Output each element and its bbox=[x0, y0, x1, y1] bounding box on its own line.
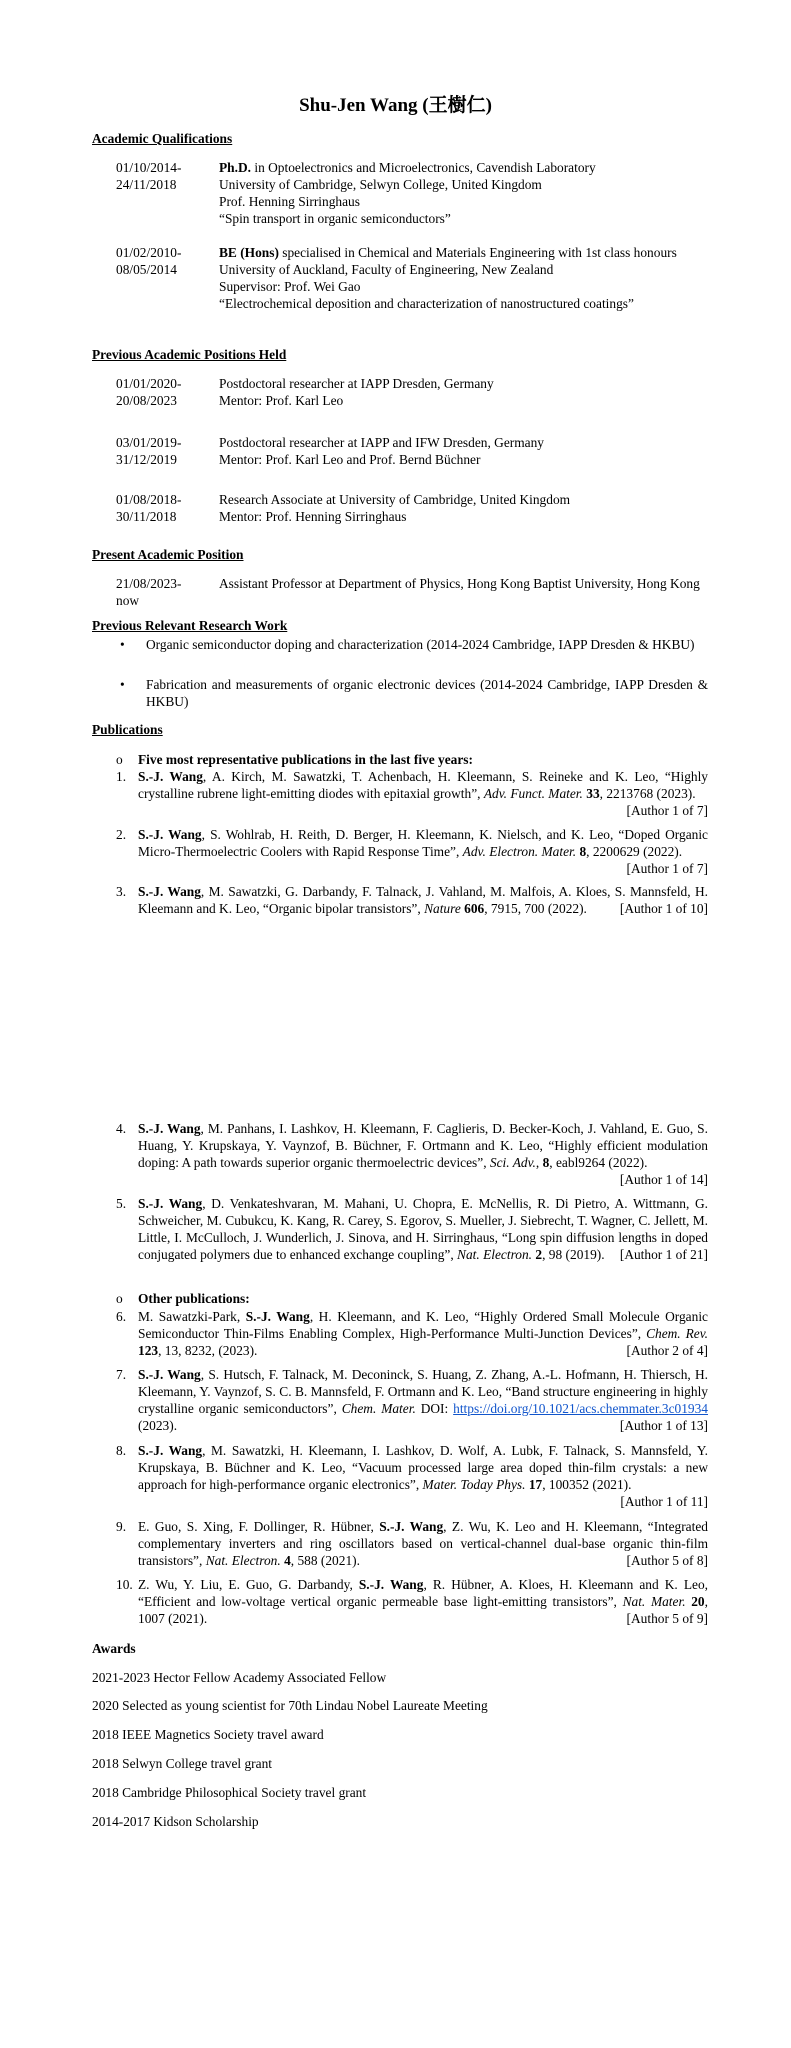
qualification-date: 01/10/2014- 24/11/2018 bbox=[116, 160, 182, 192]
publication-item: 4. S.-J. Wang, M. Panhans, I. Lashkov, H. Kleemann, F. Caglieris, D. Becker-Koch, J. Vahland, E. Guo, S. Huang, Y. Krupskaya, Y. Vaynzof, B. Büchner, F. Ortmann and K. Leo, “Highly efficient modulation doping: A path towards superior organic thermoelectric devices”, Sci. Adv., 8, eabl9264 (2022). [Author 1 of 14] bbox=[116, 1121, 708, 1187]
award-item: 2021-2023 Hector Fellow Academy Associated Fellow bbox=[92, 1670, 387, 1685]
publication-item: 10. Z. Wu, Y. Liu, E. Guo, G. Darbandy, S.-J. Wang, R. Hübner, A. Kloes, H. Kleemann and K. Leo, “Efficient and low-voltage vertical organic permeable base light-emitting transistors”, Nat. Mater. 20, 1007 (2021). [Author 5 of 9] bbox=[116, 1577, 708, 1626]
position-date: 03/01/2019- 31/12/2019 bbox=[116, 435, 182, 467]
present-position-date: 21/08/2023- now bbox=[116, 576, 182, 608]
previous-positions-heading: Previous Academic Positions Held bbox=[92, 347, 287, 362]
publication-item: 2. S.-J. Wang, S. Wohlrab, H. Reith, D. Berger, H. Kleemann, K. Nielsch, and K. Leo, “Doped Organic Micro-Thermoelectric Coolers with Rapid Response Time”, Adv. Electron. Mater. 8, 2200629 (2022). [Author 1 of 7] bbox=[116, 827, 708, 876]
present-position-entry bbox=[116, 575, 708, 608]
position-details: Postdoctoral researcher at IAPP Dresden, Germany Mentor: Prof. Karl Leo bbox=[219, 376, 494, 408]
author-position-tag: [Author 5 of 8] bbox=[626, 1553, 708, 1568]
award-item: 2020 Selected as young scientist for 70th Lindau Nobel Laureate Meeting bbox=[92, 1698, 488, 1713]
author-position-tag: [Author 1 of 7] bbox=[626, 861, 708, 876]
position-date: 01/08/2018- 30/11/2018 bbox=[116, 492, 182, 524]
author-position-tag: [Author 1 of 7] bbox=[626, 803, 708, 818]
bullet-icon: • bbox=[120, 637, 125, 652]
position-details: Postdoctoral researcher at IAPP and IFW Dresden, Germany Mentor: Prof. Karl Leo and Prof. Bernd Büchner bbox=[219, 435, 544, 467]
award-item: 2018 Cambridge Philosophical Society travel grant bbox=[92, 1785, 367, 1800]
other-publications-heading: o Other publications: bbox=[116, 1291, 250, 1306]
award-item: 2018 IEEE Magnetics Society travel award bbox=[92, 1727, 324, 1742]
publications-heading: Publications bbox=[92, 722, 163, 737]
author-position-tag: [Author 1 of 10] bbox=[619, 901, 708, 916]
circle-bullet-icon: o bbox=[116, 1291, 123, 1306]
present-position-details: Assistant Professor at Department of Physics, Hong Kong Baptist University, Hong Kong bbox=[219, 576, 700, 591]
research-item: • Fabrication and measurements of organic electronic devices (2014-2024 Cambridge, IAPP Dresden & HKBU) bbox=[120, 677, 708, 709]
author-position-tag: [Author 1 of 13] bbox=[619, 1418, 708, 1433]
page-title: Shu-Jen Wang (王樹仁) bbox=[299, 95, 492, 116]
position-entry bbox=[116, 375, 708, 409]
present-position-heading: Present Academic Position bbox=[92, 547, 244, 562]
qualifications-heading: Academic Qualifications bbox=[92, 131, 233, 146]
research-heading: Previous Relevant Research Work bbox=[92, 618, 288, 633]
bullet-icon: • bbox=[120, 677, 125, 692]
awards-heading: Awards bbox=[92, 1641, 136, 1656]
representative-publications-heading: o Five most representative publications in the last five years: bbox=[116, 752, 473, 767]
publication-item: 3. S.-J. Wang, M. Sawatzki, G. Darbandy, F. Talnack, J. Vahland, M. Malfois, A. Kloes, S. Mannsfeld, H. Kleemann and K. Leo, “Organic bipolar transistors”, Nature 606, 7915, 700 (2022). [Author 1 of 10] bbox=[116, 884, 708, 916]
qualification-entry bbox=[116, 244, 708, 312]
qualification-entry bbox=[116, 159, 708, 227]
publication-item: 8. S.-J. Wang, M. Sawatzki, H. Kleemann, I. Lashkov, D. Wolf, A. Lubk, F. Talnack, S. Mannsfeld, Y. Krupskaya, B. Büchner and K. Leo, “Vacuum processed large area doped thin-film crystals: a new approach for high-performance organic electronics”, Mater. Today Phys. 17, 100352 (2021). [Author 1 of 11] bbox=[116, 1443, 708, 1509]
position-entry bbox=[116, 491, 708, 525]
award-item: 2018 Selwyn College travel grant bbox=[92, 1756, 272, 1771]
qualification-details: BE (Hons) specialised in Chemical and Materials Engineering with 1st class honours University of Auckland, Faculty of Engineering, New Zealand Supervisor: Prof. Wei Gao “Electrochemical deposition and characterization of nanostructured coatings” bbox=[219, 245, 677, 311]
publication-item: 5. S.-J. Wang, D. Venkateshvaran, M. Mahani, U. Chopra, E. McNellis, R. Di Pietro, A. Wittmann, G. Schweicher, M. Cubukcu, K. Kang, R. Carey, S. Egorov, S. Mueller, J. Siebrecht, T. Wagner, C. Jellett, M. Little, I. McCulloch, J. Wunderlich, J. Sinova, and H. Sirringhaus, “Long spin diffusion lengths in doped conjugated polymers due to enhanced exchange coupling”, Nat. Electron. 2, 98 (2019). [Author 1 of 21] bbox=[116, 1196, 708, 1262]
publication-item: 7. S.-J. Wang, S. Hutsch, F. Talnack, M. Deconinck, S. Huang, Z. Zhang, A.-L. Hofmann, H. Thiersch, H. Kleemann, Y. Vaynzof, S. C. B. Mannsfeld, F. Ortmann and K. Leo, “Band structure engineering in highly crystalline organic semiconductors”, Chem. Mater. DOI: https://doi.org/10.1021/acs.chemmater.3c01934 (2023). [Author 1 of 13] bbox=[116, 1367, 709, 1433]
position-details: Research Associate at University of Cambridge, United Kingdom Mentor: Prof. Henning Sirringhaus bbox=[219, 492, 571, 524]
qualification-date: 01/02/2010- 08/05/2014 bbox=[116, 245, 182, 277]
author-position-tag: [Author 1 of 14] bbox=[619, 1172, 708, 1187]
circle-bullet-icon: o bbox=[116, 752, 123, 767]
qualification-details: Ph.D. in Optoelectronics and Microelectronics, Cavendish Laboratory University of Cambridge, Selwyn College, United Kingdom Prof. Henning Sirringhaus “Spin transport in organic semiconductors” bbox=[219, 160, 596, 226]
author-position-tag: [Author 1 of 21] bbox=[619, 1247, 708, 1262]
publication-item: 6. M. Sawatzki-Park, S.-J. Wang, H. Kleemann, and K. Leo, “Highly Ordered Small Molecule Organic Semiconductor Thin-Films Enabling Complex, High-Performance Multi-Junction Devices”, Chem. Rev. 123, 13, 8232, (2023). [Author 2 of 4] bbox=[116, 1309, 708, 1358]
publication-item: 1. S.-J. Wang, A. Kirch, M. Sawatzki, T. Achenbach, H. Kleemann, S. Reineke and K. Leo, “Highly crystalline rubrene light-emitting diodes with epitaxial growth”, Adv. Funct. Mater. 33, 2213768 (2023). [Author 1 of 7] bbox=[116, 769, 708, 818]
publication-item: 9. E. Guo, S. Xing, F. Dollinger, R. Hübner, S.-J. Wang, Z. Wu, K. Leo and H. Kleemann, “Integrated complementary inverters and ring oscillators based on vertical-channel dual-base organic thin-film transistors”, Nat. Electron. 4, 588 (2021). [Author 5 of 8] bbox=[116, 1519, 708, 1568]
research-item: • Organic semiconductor doping and characterization (2014-2024 Cambridge, IAPP Dresden & HKBU) bbox=[120, 637, 695, 652]
author-position-tag: [Author 2 of 4] bbox=[626, 1343, 708, 1358]
position-entry bbox=[116, 434, 708, 468]
author-position-tag: [Author 1 of 11] bbox=[620, 1494, 708, 1509]
doi-link[interactable]: https://doi.org/10.1021/acs.chemmater.3c01934 bbox=[453, 1401, 709, 1416]
position-date: 01/01/2020- 20/08/2023 bbox=[116, 376, 182, 408]
author-position-tag: [Author 5 of 9] bbox=[626, 1611, 708, 1626]
award-item: 2014-2017 Kidson Scholarship bbox=[92, 1814, 259, 1829]
